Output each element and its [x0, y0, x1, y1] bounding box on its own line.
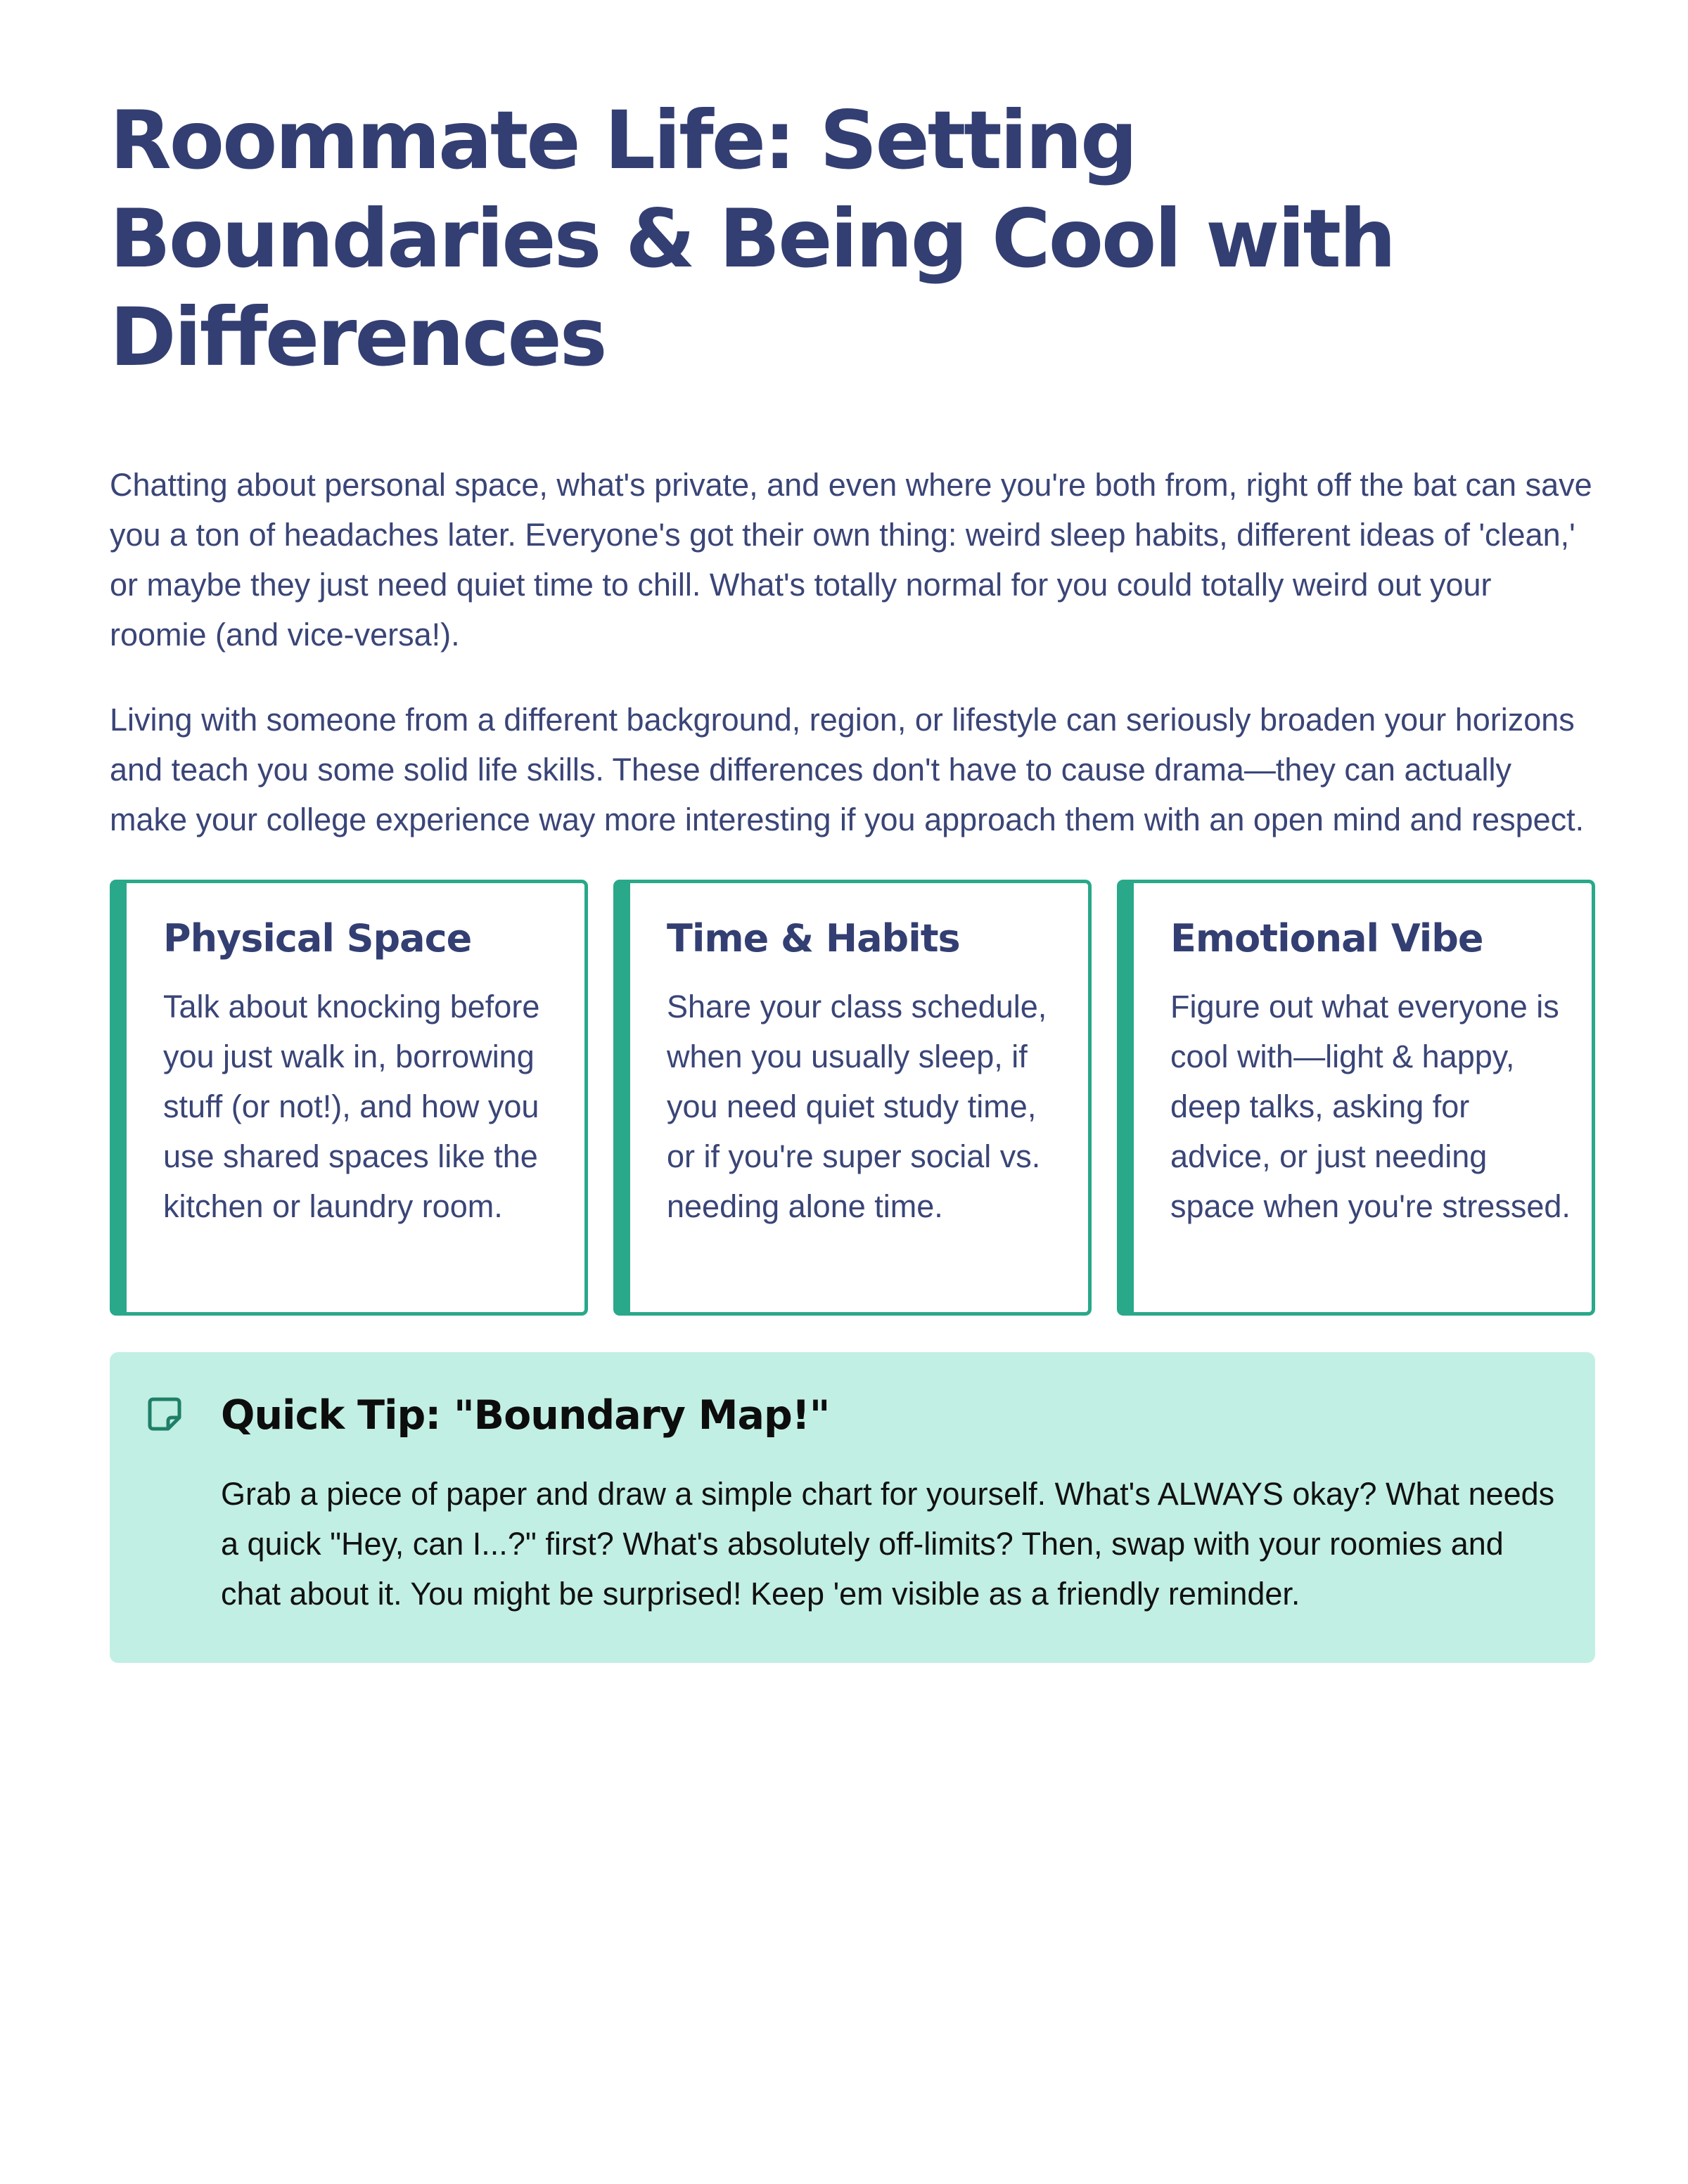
sticky-note-icon	[146, 1396, 183, 1432]
card-time-habits	[613, 880, 1092, 1316]
tip-title: Quick Tip: "Boundary Map!"	[221, 1392, 830, 1439]
card-title: Emotional Vibe	[1170, 916, 1483, 961]
card-physical-space	[110, 880, 588, 1316]
card-body: Talk about knocking before you just walk in, borrowing stuff (or not!), and how you use shared spaces like the kitchen or laundry room.	[163, 989, 540, 1224]
card-body: Share your class schedule, when you usually sleep, if you need quiet study time, or if you're super social vs. needing alone time.	[667, 989, 1047, 1224]
intro-section	[110, 460, 1595, 844]
quick-tip-box	[110, 1352, 1595, 1663]
boundary-cards	[110, 880, 1595, 1316]
intro-paragraph-1: Chatting about personal space, what's private, and even where you're both from, right off the bat can save you a ton of headaches later. Everyone's got their own thing: weird sleep habits, different ideas of 'clean,' or maybe they just need quiet time to chill. What's totally normal for you could totally weird out your roomie (and vice-versa!).	[110, 467, 1592, 653]
card-emotional-vibe	[1117, 880, 1595, 1316]
card-title: Time & Habits	[667, 916, 960, 961]
document-page	[110, 91, 1595, 1663]
card-title: Physical Space	[163, 916, 472, 961]
tip-body: Grab a piece of paper and draw a simple chart for yourself. What's ALWAYS okay? What needs a quick "Hey, can I...?" first? What's absolutely off-limits? Then, swap with your roomies and chat about it. You might be surprised! Keep 'em visible as a friendly reminder.	[221, 1476, 1555, 1612]
card-body: Figure out what everyone is cool with—light & happy, deep talks, asking for advice, or just needing space when you're stressed.	[1170, 989, 1571, 1224]
intro-paragraph-2: Living with someone from a different background, region, or lifestyle can seriously broaden your horizons and teach you some solid life skills. These differences don't have to cause drama—they can actually make your college experience way more interesting if you approach them with an open mind and respect.	[110, 702, 1585, 837]
page-title: Roommate Life: Setting Boundaries & Being Cool with Differences	[110, 94, 1395, 384]
